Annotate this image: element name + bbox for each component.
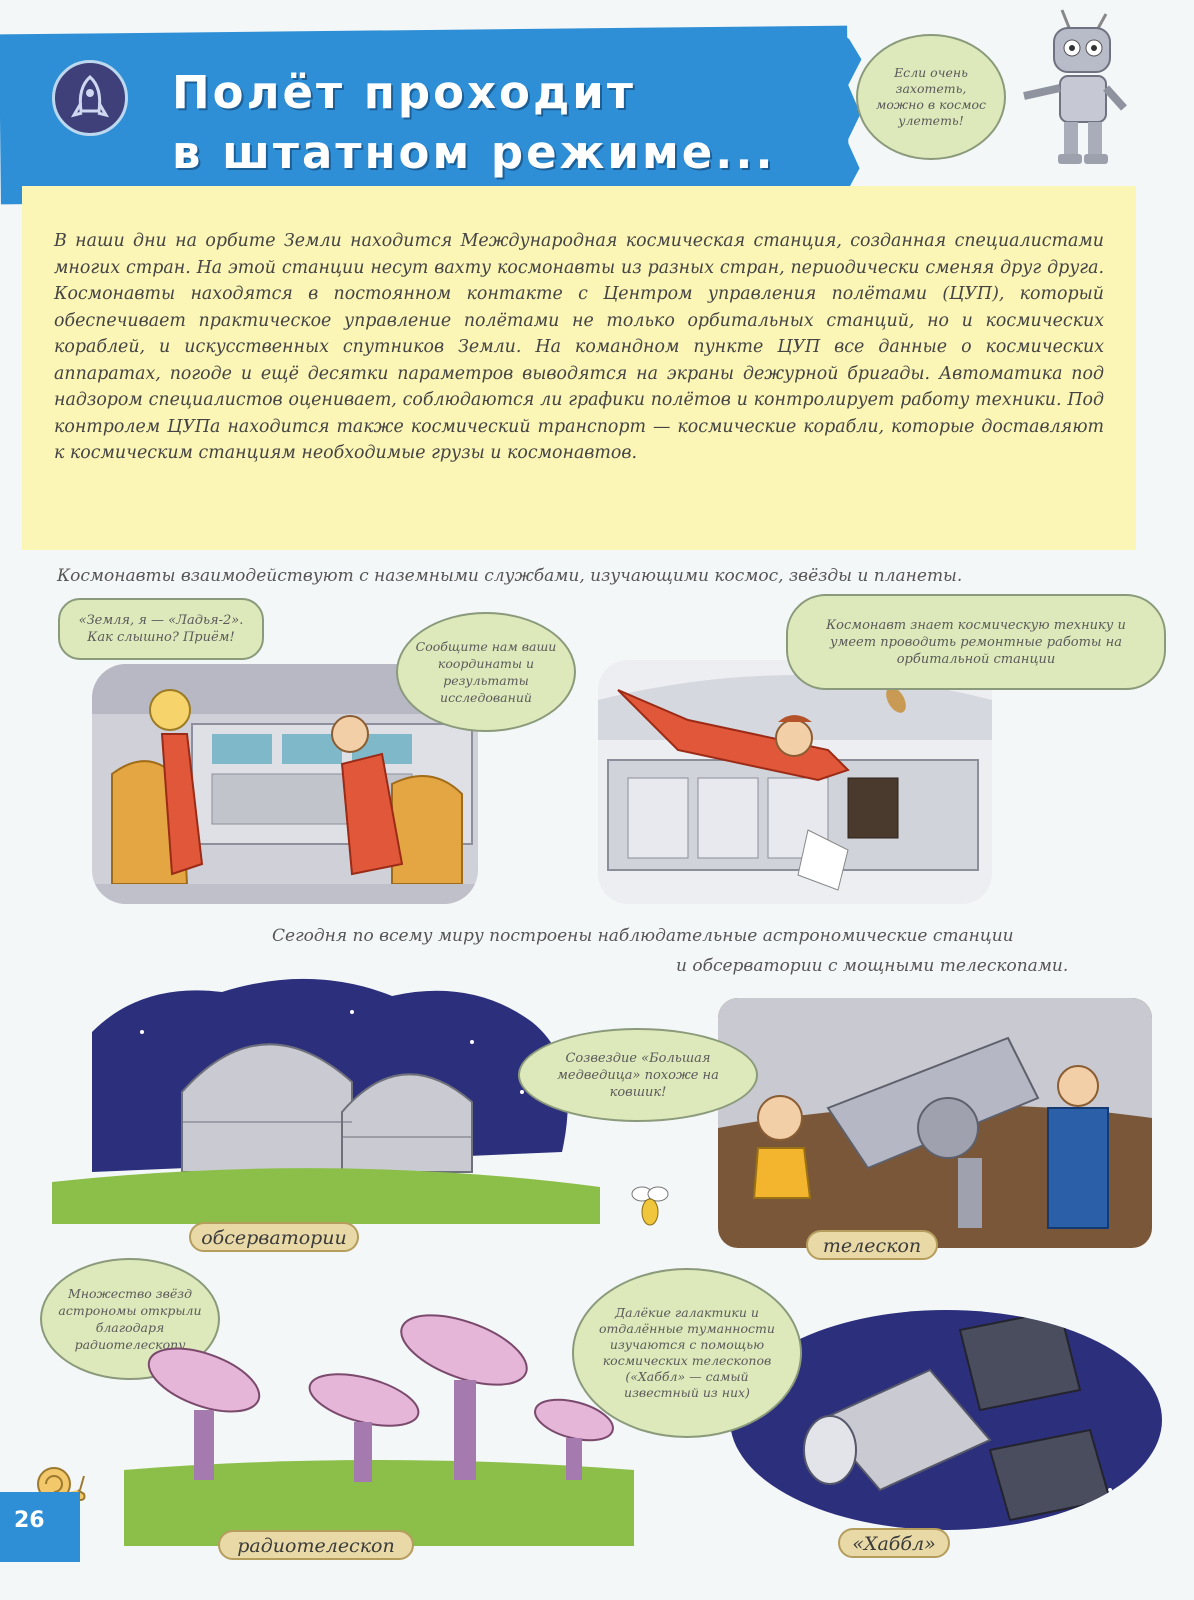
observatory-panel bbox=[52, 972, 600, 1224]
robot-speech-bubble: Если очень захотеть, можно в космос улететь! bbox=[856, 34, 1006, 160]
intro-paragraph: В наши дни на орбите Земли находится Международная космическая станция, созданная специалистами многих стран. На этой станции несут вахту космонавты из разных стран, периодически сменяя друг друга. Космонавты находятся в постоянном контакте с Центром управления полётами (ЦУП), который обеспечивает практическое управление полётами не только орбитальных станций, но и космических кораблей, и искусственных спутников Земли. На командном пункте ЦУП все данные о космических аппаратах, погоде и ещё десятки параметров выводятся на экраны дежурной бригады. Автоматика под надзором специалистов оценивает, соблюдаются ли графики полётов и контролирует работу техники. Под контролем ЦУПа находится также космический транспорт — космические корабли, которые доставляют к космическим станциям необходимые грузы и космонавтов. bbox=[54, 231, 1104, 463]
caption-observatories-line-1: Сегодня по всему миру построены наблюдательные астрономические станции bbox=[272, 926, 1014, 946]
label-hubble: «Хаббл» bbox=[838, 1528, 950, 1558]
caption-ground-services: Космонавты взаимодействуют с наземными службами, изучающими космос, звёзды и планеты. bbox=[57, 566, 963, 586]
station-repair-illustration bbox=[598, 660, 992, 904]
telescope-illustration bbox=[718, 998, 1152, 1248]
telescope-panel bbox=[718, 998, 1152, 1248]
label-radiotelescope: радиотелескоп bbox=[218, 1530, 414, 1560]
label-telescope: телескоп bbox=[806, 1230, 938, 1260]
speech-bubble-radiotelescope: Множество звёзд астрономы открыли благодаря радиотелескопу bbox=[40, 1258, 220, 1380]
radiotelescope-panel bbox=[124, 1310, 634, 1546]
page-number: 26 bbox=[14, 1508, 45, 1533]
speech-bubble-zemlya: «Земля, я — «Ладья-2». Как слышно? Приём! bbox=[58, 598, 264, 660]
rocket-icon bbox=[55, 63, 125, 133]
page-title-line-1: Полёт проходит bbox=[172, 66, 636, 119]
speech-bubble-hubble: Далёкие галактики и отдалённые туманности изучаются с помощью космических телескопов («Хаббл» — самый известный из них) bbox=[572, 1268, 802, 1438]
fly-icon bbox=[622, 1180, 678, 1236]
robot-illustration bbox=[1010, 4, 1134, 172]
speech-bubble-repair: Космонавт знает космическую технику и умеет проводить ремонтные работы на орбитальной станции bbox=[786, 594, 1166, 690]
station-repair-panel bbox=[598, 660, 992, 904]
rocket-badge bbox=[52, 60, 128, 136]
label-observatory: обсерватории bbox=[189, 1222, 359, 1252]
page-title-line-2: в штатном режиме... bbox=[172, 126, 776, 179]
speech-bubble-big-dipper: Созвездие «Большая медведица» похоже на ковшик! bbox=[518, 1028, 758, 1122]
radiotelescope-illustration bbox=[124, 1310, 634, 1546]
caption-observatories-line-2: и обсерватории с мощными телескопами. bbox=[676, 956, 1069, 976]
observatory-illustration bbox=[52, 972, 600, 1224]
speech-bubble-coordinates: Сообщите нам ваши координаты и результаты исследований bbox=[396, 612, 576, 732]
